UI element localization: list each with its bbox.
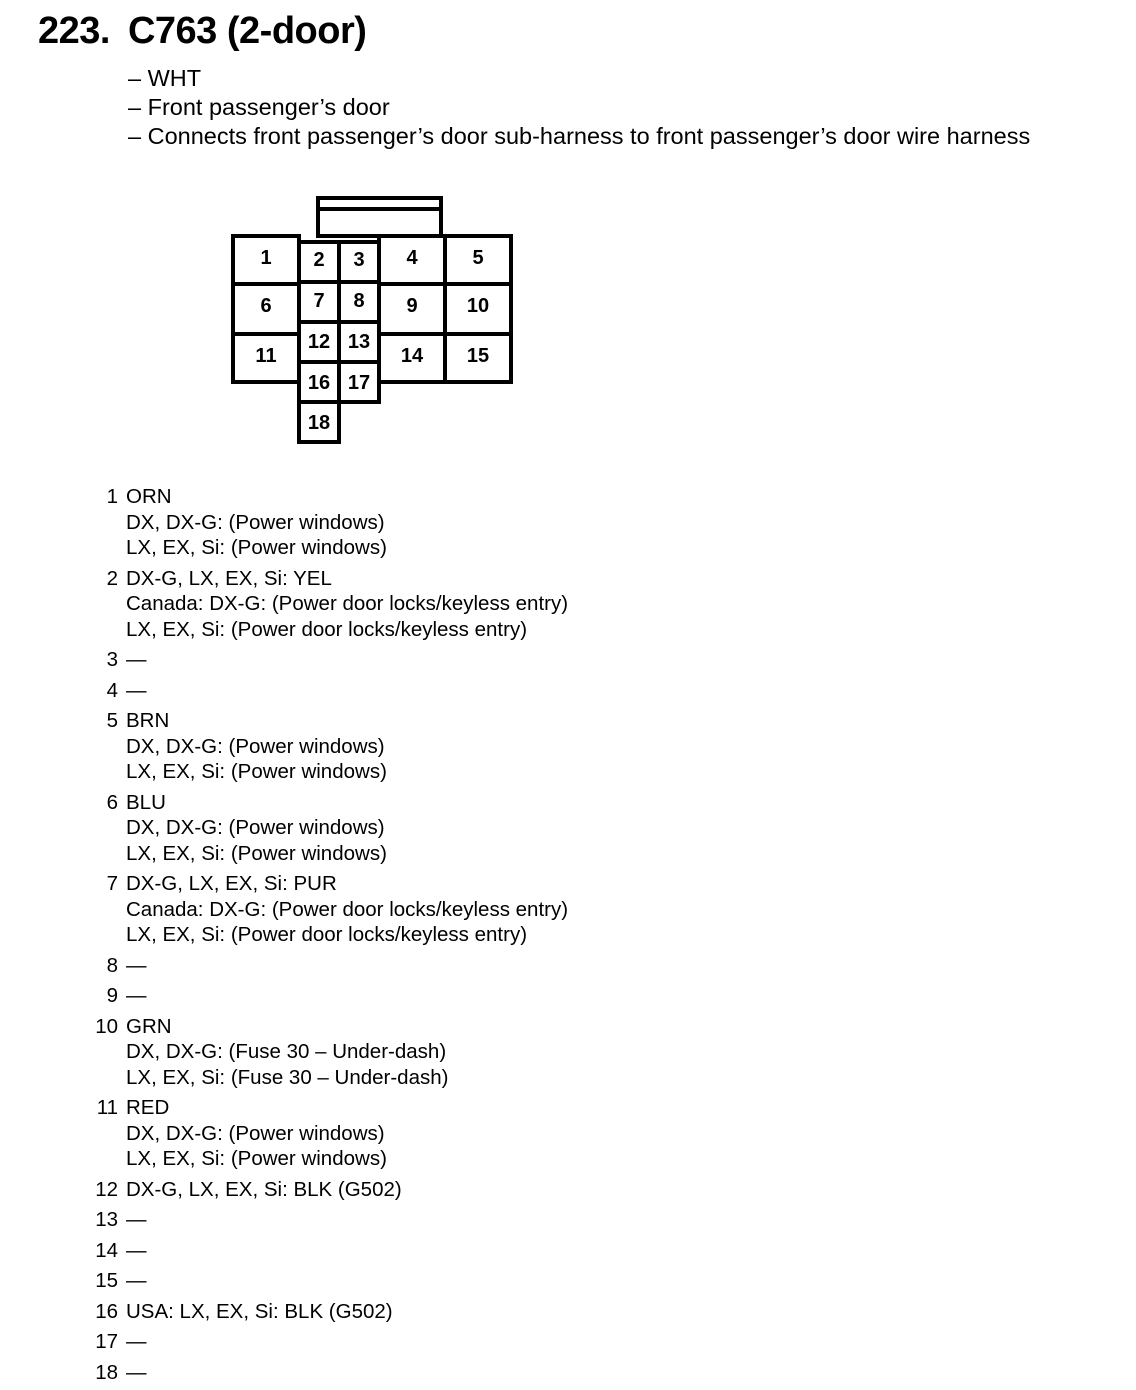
pin-wire-color: GRN xyxy=(126,1014,172,1038)
pin-circuit-line: DX, DX-G: (Fuse 30 – Under-dash) xyxy=(126,1040,447,1063)
pin-entry xyxy=(88,983,788,1009)
pin-details xyxy=(126,871,788,948)
pin-number: 13 xyxy=(95,1208,118,1231)
pin-entry xyxy=(88,484,788,561)
description-line: – WHT xyxy=(128,65,202,91)
cavity-label: 17 xyxy=(347,372,371,394)
pin-wire-color: — xyxy=(126,984,147,1007)
cavity-label: 2 xyxy=(313,249,325,271)
pin-circuit-line: LX, EX, Si: (Power windows) xyxy=(126,760,387,783)
pin-circuit-line: LX, EX, Si: (Power door locks/keyless entry) xyxy=(126,923,528,946)
pin-wire-color: — xyxy=(126,1330,147,1353)
pin-wire-color: — xyxy=(126,953,147,977)
pin-number: 16 xyxy=(95,1299,118,1323)
pin-wire-color: BRN xyxy=(126,709,170,732)
pin-circuit-line: DX, DX-G: (Power windows) xyxy=(126,816,385,839)
pin-wire-color: — xyxy=(126,1208,147,1231)
cavity-label: 16 xyxy=(307,372,331,394)
pin-circuit-line: LX, EX, Si: (Power windows) xyxy=(126,1147,387,1170)
pin-circuit-line: Canada: DX-G: (Power door locks/keyless entry) xyxy=(126,592,569,615)
pin-number: 4 xyxy=(106,678,118,702)
cavity-label: 11 xyxy=(255,345,277,367)
pin-number: 2 xyxy=(106,566,118,590)
connector-face-diagram xyxy=(228,194,518,450)
pin-wire-color: USA: LX, EX, Si: BLK (G502) xyxy=(126,1299,393,1323)
pin-details xyxy=(126,1177,788,1203)
page-title xyxy=(38,10,366,53)
pin-wire-color: DX-G, LX, EX, Si: PUR xyxy=(126,872,337,895)
connector-lock-tab xyxy=(318,198,441,236)
pin-entry xyxy=(88,566,788,643)
cavity-label: 10 xyxy=(466,295,490,317)
connector-title: C763 (2-door) xyxy=(127,10,367,52)
pin-wire-color: RED xyxy=(126,1096,170,1119)
pin-details xyxy=(126,1238,788,1264)
cavity-label: 18 xyxy=(307,412,331,434)
pin-details xyxy=(126,708,788,785)
pin-circuit-line: LX, EX, Si: (Power windows) xyxy=(126,536,387,559)
pin-wire-color: — xyxy=(126,678,147,702)
cavity-label: 7 xyxy=(313,290,325,312)
pin-number: 17 xyxy=(95,1330,118,1353)
pin-circuit-line: DX, DX-G: (Power windows) xyxy=(126,1121,385,1145)
pin-entry xyxy=(88,871,788,948)
pin-number: 5 xyxy=(106,709,118,732)
pin-details xyxy=(126,1268,788,1294)
pin-details xyxy=(126,790,788,867)
pin-wire-color: DX-G, LX, EX, Si: BLK (G502) xyxy=(126,1177,402,1201)
pin-entry xyxy=(88,1268,788,1294)
pin-details xyxy=(126,1360,788,1386)
pin-details xyxy=(126,1014,788,1091)
pin-wire-color: — xyxy=(126,1238,147,1262)
pin-entry xyxy=(88,1177,788,1203)
pin-entry xyxy=(88,790,788,867)
pin-number: 3 xyxy=(106,648,118,671)
cavity-label: 12 xyxy=(307,331,331,353)
pin-details xyxy=(126,678,788,704)
pin-number: 9 xyxy=(106,984,118,1007)
pin-number: 6 xyxy=(106,790,118,814)
cavity-label: 14 xyxy=(400,345,424,367)
pin-details xyxy=(126,1095,788,1172)
pin-number: 15 xyxy=(95,1269,118,1292)
cavity-label: 13 xyxy=(347,331,371,353)
pin-circuit-line: DX, DX-G: (Power windows) xyxy=(126,734,385,758)
pin-number: 7 xyxy=(106,872,118,895)
pin-circuit-line: LX, EX, Si: (Fuse 30 – Under-dash) xyxy=(126,1065,449,1089)
pin-details xyxy=(126,484,788,561)
pin-details xyxy=(126,1329,788,1355)
pin-number: 1 xyxy=(106,485,118,508)
pin-entry xyxy=(88,1238,788,1264)
pin-entry xyxy=(88,678,788,704)
pin-wire-color: — xyxy=(126,648,147,671)
pin-number: 18 xyxy=(95,1360,118,1384)
pin-wire-color: — xyxy=(126,1269,147,1292)
pin-entry xyxy=(88,708,788,785)
pin-wire-color: — xyxy=(126,1360,147,1384)
pin-entry xyxy=(88,953,788,979)
pin-entry xyxy=(88,647,788,673)
pin-number: 11 xyxy=(96,1096,118,1119)
cavity-label: 4 xyxy=(406,247,418,269)
pin-details xyxy=(126,1299,788,1325)
pin-wire-color: BLU xyxy=(126,790,166,814)
pin-circuit-line: Canada: DX-G: (Power door locks/keyless entry) xyxy=(126,897,569,921)
pin-details xyxy=(126,953,788,979)
pin-details xyxy=(126,983,788,1009)
pin-details xyxy=(126,647,788,673)
pin-details xyxy=(126,566,788,643)
pin-list xyxy=(88,484,788,1390)
pin-entry xyxy=(88,1360,788,1386)
cavity-label: 9 xyxy=(406,295,418,317)
description-line: – Front passenger’s door xyxy=(128,94,390,120)
pin-wire-color: DX-G, LX, EX, Si: YEL xyxy=(126,566,332,590)
pin-number: 8 xyxy=(106,953,118,977)
connector-index: 223. xyxy=(38,10,110,52)
cavity-label: 8 xyxy=(353,290,365,312)
cavity-label: 1 xyxy=(260,247,272,269)
cavity-label: 3 xyxy=(353,249,365,271)
pin-details xyxy=(126,1207,788,1233)
pin-entry xyxy=(88,1329,788,1355)
pin-entry xyxy=(88,1207,788,1233)
pin-number: 14 xyxy=(95,1238,118,1262)
pin-circuit-line: DX, DX-G: (Power windows) xyxy=(126,510,385,534)
cavity-label: 5 xyxy=(472,247,484,269)
pin-number: 10 xyxy=(95,1014,118,1038)
cavity-label: 6 xyxy=(260,295,272,317)
pin-entry xyxy=(88,1299,788,1325)
connector-description xyxy=(128,64,1030,151)
pin-entry xyxy=(88,1014,788,1091)
pin-circuit-line: LX, EX, Si: (Power door locks/keyless entry) xyxy=(126,617,528,641)
description-line: – Connects front passenger’s door sub-harness to front passenger’s door wire harness xyxy=(128,123,1031,149)
pin-entry xyxy=(88,1095,788,1172)
pin-number: 12 xyxy=(95,1177,118,1201)
pin-wire-color: ORN xyxy=(126,485,172,508)
pin-circuit-line: LX, EX, Si: (Power windows) xyxy=(126,841,387,865)
cavity-label: 15 xyxy=(466,345,490,367)
